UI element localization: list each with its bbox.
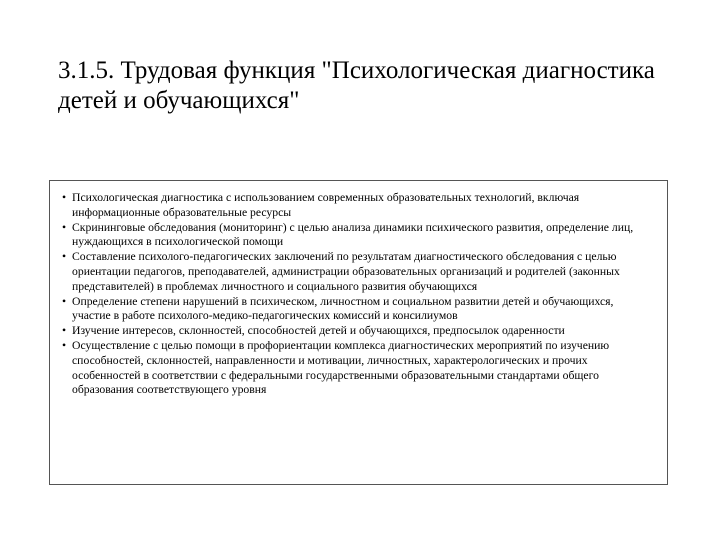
bullet-icon: • (62, 338, 67, 352)
content-box (49, 180, 668, 485)
list-item-text: Определение степени нарушений в психическом, личностном и социальном развитии детей и обучающихся, участие в работе психолого-медико-педагогических комиссий и консилиумов (72, 294, 614, 323)
bullet-icon: • (62, 220, 67, 234)
list-item-text: Психологическая диагностика с использованием современных образовательных технологий, включая информационные образовательные ресурсы (72, 191, 580, 219)
list-item (62, 221, 653, 251)
list-item (62, 295, 653, 325)
list-item (62, 250, 653, 294)
slide-title: 3.1.5. Трудовая функция "Психологическая диагностика детей и обучающихся" (58, 57, 655, 114)
list-item-text: Составление психолого-педагогических заключений по результатам диагностического обследования с целью ориентации педагогов, преподавателей, администрации образовательных организаций и родителей (законных представителей) в проблемах личностного и социального развития обучающихся (72, 250, 620, 293)
list-item (62, 339, 653, 398)
list-item (62, 191, 653, 221)
bullet-icon: • (62, 324, 67, 338)
list-item-text: Скрининговые обследования (мониторинг) с целью анализа динамики психического развития, определение лиц, нуждающихся в психологической помощи (72, 220, 634, 249)
bullet-icon: • (62, 294, 67, 308)
list-item-text: Изучение интересов, склонностей, способностей детей и обучающихся, предпосылок одаренности (72, 324, 565, 338)
list-item-text: Осуществление с целью помощи в профориентации комплекса диагностических мероприятий по изучению способностей, склонностей, направленности и мотивации, личностных, характерологических и прочих особенностей в соответствии с федеральными государственными образовательными стандартами общего образования соответствующего уровня (72, 338, 610, 397)
bullet-icon: • (62, 250, 67, 264)
bullet-list (62, 191, 653, 398)
bullet-icon: • (62, 191, 67, 204)
list-item (62, 324, 653, 339)
